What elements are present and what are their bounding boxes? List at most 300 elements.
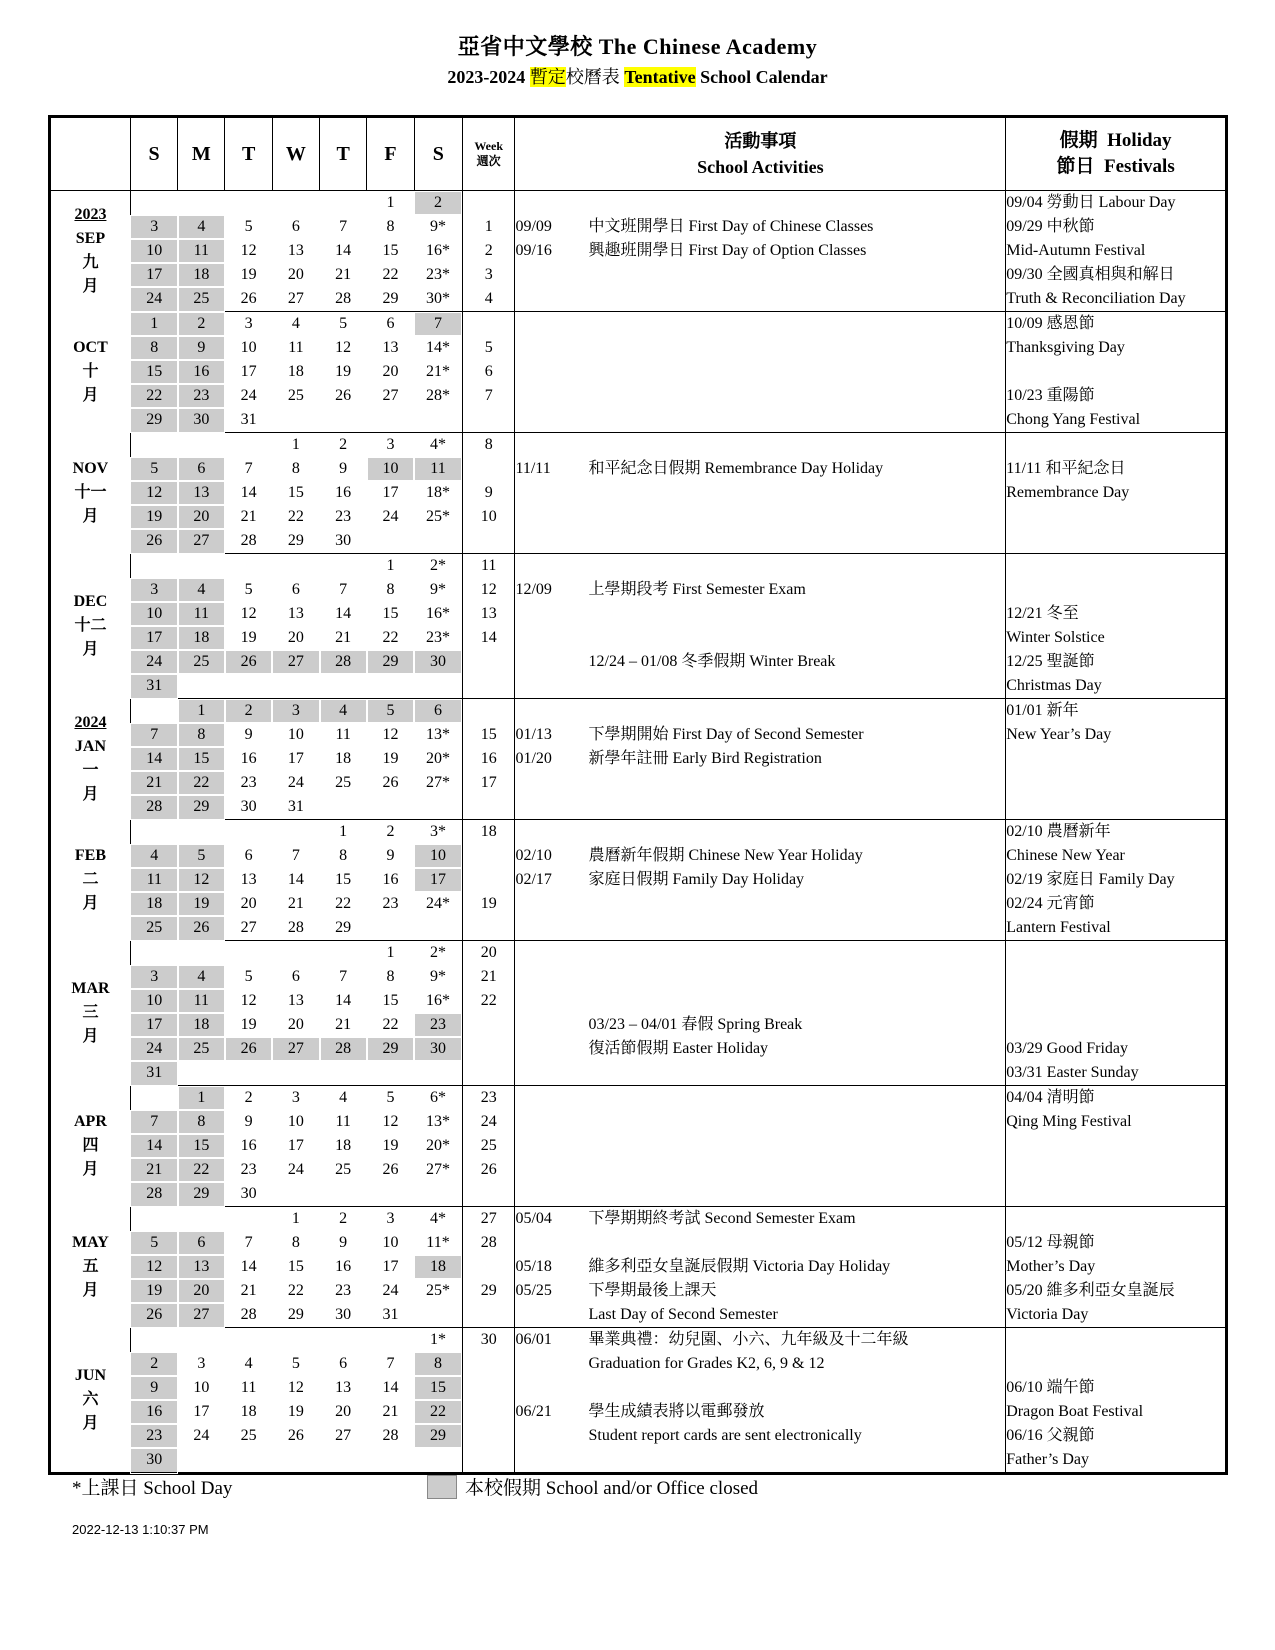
month-zh: 月 — [82, 1161, 99, 1178]
calendar-row — [50, 1134, 1227, 1158]
day-cell: 18 — [287, 363, 304, 380]
day-cell — [272, 941, 319, 966]
day-cell — [178, 433, 225, 458]
activity-date — [515, 650, 589, 674]
calendar-row — [50, 263, 1227, 287]
holiday-text: 05/20 維多利亞女皇誕辰 — [1006, 1282, 1175, 1299]
day-cell: 24 — [193, 1427, 210, 1444]
day-cell: 7 — [339, 968, 348, 985]
day-cell: 17 — [382, 1258, 399, 1275]
day-cell: 7 — [414, 312, 462, 337]
month-label — [50, 554, 131, 699]
day-cell: 24 — [130, 287, 177, 312]
day-cell: 26 — [178, 916, 225, 941]
print-timestamp: 2022-12-13 1:10:37 PM — [72, 1522, 209, 1537]
header-festival-zh: 節日 — [1056, 156, 1095, 177]
day-cell — [130, 191, 177, 216]
day-cell: 15 — [130, 360, 177, 384]
week-number: 24 — [462, 1110, 515, 1134]
day-cell — [225, 554, 272, 579]
month-zh: 月 — [82, 508, 99, 525]
day-cell: 20 — [240, 895, 257, 912]
day-cell: 25 — [240, 1427, 257, 1444]
day-cell — [320, 941, 367, 966]
holiday-text: Father’s Day — [1006, 1448, 1227, 1474]
header-holiday-zh: 假期 — [1059, 130, 1098, 151]
day-cell: 22 — [130, 384, 177, 408]
calendar-table — [48, 115, 1228, 1475]
day-cell: 25* — [414, 505, 462, 529]
day-cell: 7 — [130, 723, 177, 747]
day-cell: 7 — [291, 847, 300, 864]
legend-closed — [427, 1473, 758, 1500]
week-number — [462, 916, 515, 941]
day-cell: 28 — [272, 916, 319, 941]
day-cell: 25 — [130, 916, 177, 941]
calendar-row — [50, 384, 1227, 408]
activity-text — [589, 191, 1006, 216]
day-cell — [320, 795, 367, 820]
day-cell: 24 — [130, 1037, 177, 1061]
month-zh: 十一 — [74, 484, 107, 501]
day-cell — [225, 1207, 272, 1232]
day-cell: 3 — [272, 699, 319, 724]
activity-text — [589, 336, 1006, 360]
day-cell: 14 — [382, 1379, 399, 1396]
calendar-row — [50, 965, 1227, 989]
day-cell — [178, 1061, 225, 1086]
day-cell — [178, 1448, 225, 1474]
day-cell: 31 — [367, 1303, 414, 1328]
holiday-text — [1006, 1207, 1227, 1232]
day-cell: 14 — [335, 605, 352, 622]
calendar-row — [50, 723, 1227, 747]
holiday-text: Victoria Day — [1006, 1303, 1227, 1328]
day-cell — [414, 916, 462, 941]
day-cell: 9 — [386, 847, 395, 864]
day-cell: 31 — [130, 1061, 177, 1086]
day-cell: 12 — [178, 868, 225, 892]
activity-text — [589, 312, 1006, 337]
day-cell: 10 — [287, 726, 304, 743]
day-cell: 26 — [225, 1037, 272, 1061]
activity-text: 中文班開學日 First Day of Chinese Classes — [589, 215, 1006, 239]
calendar-row — [50, 626, 1227, 650]
week-number: 29 — [462, 1279, 515, 1303]
day-cell: 3 — [386, 1210, 395, 1227]
day-cell: 22 — [382, 629, 399, 646]
day-cell: 4 — [339, 1089, 348, 1106]
month-zh: 月 — [82, 895, 99, 912]
week-number: 7 — [462, 384, 515, 408]
week-number — [462, 1303, 515, 1328]
calendar-row — [50, 1182, 1227, 1207]
activity-text: 和平紀念日假期 Remembrance Day Holiday — [589, 457, 1006, 481]
day-cell: 21 — [335, 629, 352, 646]
day-cell: 3 — [291, 1089, 300, 1106]
day-cell: 14 — [130, 747, 177, 771]
calendar-row — [50, 1328, 1227, 1353]
day-cell: 29 — [178, 795, 225, 820]
day-cell: 5 — [367, 699, 414, 724]
month-zh: 二 — [82, 871, 99, 888]
day-cell: 2 — [244, 1089, 253, 1106]
day-cell: 6 — [414, 699, 462, 724]
activity-text — [589, 941, 1006, 966]
day-cell: 13 — [287, 992, 304, 1009]
holiday-text: 09/04 勞動日 Labour Day — [1006, 194, 1176, 211]
day-cell: 24 — [240, 387, 257, 404]
activity-text: 維多利亞女皇誕辰假期 Victoria Day Holiday — [589, 1255, 1006, 1279]
day-cell: 22 — [382, 266, 399, 283]
month-label — [50, 433, 131, 554]
calendar-row — [50, 215, 1227, 239]
day-cell: 28 — [225, 1303, 272, 1328]
day-cell: 9 — [244, 726, 253, 743]
header-week — [462, 117, 515, 191]
activity-text — [589, 529, 1006, 554]
activity-date — [515, 505, 589, 529]
day-cell — [414, 1061, 462, 1086]
day-cell: 3 — [244, 315, 253, 332]
day-cell: 5 — [339, 315, 348, 332]
activity-date — [515, 1352, 589, 1376]
day-cell: 11 — [130, 868, 177, 892]
calendar-row — [50, 1255, 1227, 1279]
day-cell: 19 — [130, 505, 177, 529]
day-cell — [225, 191, 272, 216]
day-cell: 10 — [193, 1379, 210, 1396]
day-cell: 18 — [414, 1255, 462, 1279]
day-cell: 29 — [272, 1303, 319, 1328]
activity-text — [589, 1231, 1006, 1255]
holiday-text — [1006, 1013, 1227, 1037]
activity-date — [515, 699, 589, 724]
day-cell: 18 — [240, 1403, 257, 1420]
activity-date — [515, 1158, 589, 1182]
day-cell: 25 — [335, 1161, 352, 1178]
holiday-text: 02/24 元宵節 — [1006, 895, 1095, 912]
day-cell: 1 — [386, 944, 395, 961]
day-cell — [320, 1448, 367, 1474]
day-cell: 8 — [386, 581, 395, 598]
day-cell — [225, 820, 272, 845]
day-cell: 30 — [414, 650, 462, 674]
holiday-text — [1006, 941, 1227, 966]
day-cell — [225, 674, 272, 699]
activity-text: 下學期最後上課天 — [589, 1279, 1006, 1303]
day-cell: 1 — [386, 194, 395, 211]
holiday-text — [1006, 554, 1227, 579]
holiday-text: 04/04 清明節 — [1006, 1089, 1095, 1106]
day-cell — [367, 1328, 414, 1353]
activity-text — [589, 554, 1006, 579]
activity-text — [589, 699, 1006, 724]
activity-date — [515, 1110, 589, 1134]
holiday-text: Dragon Boat Festival — [1006, 1403, 1144, 1420]
activity-date: 11/11 — [515, 460, 551, 477]
holiday-text: Mother’s Day — [1006, 1258, 1096, 1275]
day-cell: 1 — [178, 1086, 225, 1111]
week-number — [462, 191, 515, 216]
day-cell: 21 — [130, 1158, 177, 1182]
day-cell: 5 — [130, 457, 177, 481]
day-cell: 1 — [386, 557, 395, 574]
activity-text: 下學期開始 First Day of Second Semester — [589, 723, 1006, 747]
day-cell: 22 — [382, 1016, 399, 1033]
activity-date — [515, 602, 589, 626]
subtitle-tentative-en: Tentative — [624, 67, 696, 87]
day-cell: 9 — [339, 1234, 348, 1251]
day-cell: 17 — [240, 363, 257, 380]
week-number — [462, 674, 515, 699]
day-cell: 13 — [382, 339, 399, 356]
day-cell — [130, 554, 177, 579]
month-zh: 九 — [82, 254, 99, 272]
day-cell: 27 — [178, 529, 225, 554]
header-week-zh: 週次 — [476, 154, 501, 168]
activity-text — [589, 892, 1006, 916]
calendar-row — [50, 239, 1227, 263]
day-cell: 1* — [414, 1328, 462, 1353]
week-number — [462, 1037, 515, 1061]
day-cell: 26 — [225, 650, 272, 674]
day-cell — [178, 191, 225, 216]
day-cell: 9 — [339, 460, 348, 477]
day-cell: 3* — [414, 820, 462, 845]
day-cell: 2* — [414, 941, 462, 966]
day-cell: 17 — [130, 263, 177, 287]
day-cell: 20 — [335, 1403, 352, 1420]
activity-text — [589, 602, 1006, 626]
day-cell: 8 — [414, 1352, 462, 1376]
day-cell: 14 — [130, 1134, 177, 1158]
activity-date — [515, 263, 589, 287]
day-cell — [272, 191, 319, 216]
calendar-row — [50, 771, 1227, 795]
activity-date: 09/09 — [515, 218, 552, 235]
subtitle-calendar-zh: 校曆表 — [565, 67, 625, 87]
calendar-row — [50, 1279, 1227, 1303]
day-cell: 20 — [287, 629, 304, 646]
week-number — [462, 868, 515, 892]
day-cell — [178, 554, 225, 579]
day-cell: 7 — [244, 460, 253, 477]
calendar-row — [50, 868, 1227, 892]
week-number: 17 — [462, 771, 515, 795]
calendar-row — [50, 191, 1227, 216]
legend-school-day: *上課日 School Day — [72, 1478, 233, 1499]
activity-date: 05/04 — [515, 1210, 552, 1227]
day-cell: 28 — [130, 795, 177, 820]
day-cell: 19 — [240, 266, 257, 283]
day-cell: 2 — [178, 312, 225, 337]
day-cell: 19 — [335, 363, 352, 380]
day-cell — [130, 1207, 177, 1232]
day-cell — [130, 699, 177, 724]
activity-text — [589, 505, 1006, 529]
day-cell: 30 — [225, 1182, 272, 1207]
header-day: F — [367, 117, 414, 191]
day-cell: 27 — [335, 1427, 352, 1444]
day-cell: 29 — [130, 408, 177, 433]
day-cell: 12 — [382, 726, 399, 743]
day-cell: 4 — [178, 578, 225, 602]
activity-text: Graduation for Grades K2, 6, 9 & 12 — [589, 1352, 1006, 1376]
day-cell: 6 — [386, 315, 395, 332]
activity-date — [515, 1013, 589, 1037]
calendar-row — [50, 1231, 1227, 1255]
day-cell: 11 — [240, 1379, 257, 1396]
holiday-text — [1006, 578, 1227, 602]
header-activities-zh: 活動事項 — [724, 131, 797, 151]
week-number — [462, 1182, 515, 1207]
holiday-text: 05/12 母親節 — [1006, 1234, 1095, 1251]
activity-text — [589, 820, 1006, 845]
day-cell: 28 — [382, 1427, 399, 1444]
day-cell — [320, 408, 367, 433]
month-abbr: OCT — [73, 339, 108, 356]
day-cell: 10 — [382, 1234, 399, 1251]
activity-text: 畢業典禮：幼兒園、小六、九年級及十二年級 — [589, 1328, 1006, 1353]
activity-text — [589, 263, 1006, 287]
month-abbr: SEP — [75, 230, 106, 248]
holiday-text — [1006, 989, 1227, 1013]
day-cell: 22 — [287, 1282, 304, 1299]
month-zh: 月 — [82, 278, 99, 296]
day-cell: 4 — [244, 1355, 253, 1372]
activity-text: 家庭日假期 Family Day Holiday — [589, 868, 1006, 892]
day-cell: 11 — [178, 989, 225, 1013]
day-cell: 11 — [178, 602, 225, 626]
activity-text — [589, 771, 1006, 795]
day-cell: 18 — [178, 263, 225, 287]
week-number: 26 — [462, 1158, 515, 1182]
holiday-text — [1006, 965, 1227, 989]
day-cell — [367, 916, 414, 941]
activity-date: 09/16 — [515, 242, 552, 259]
activity-date — [515, 916, 589, 941]
calendar-row — [50, 336, 1227, 360]
day-cell: 30* — [414, 287, 462, 312]
day-cell: 4 — [291, 315, 300, 332]
activity-date — [515, 384, 589, 408]
day-cell: 27 — [382, 387, 399, 404]
day-cell: 6 — [178, 1231, 225, 1255]
day-cell: 17 — [130, 626, 177, 650]
day-cell: 20 — [178, 505, 225, 529]
day-cell: 18 — [178, 626, 225, 650]
activity-date: 12/09 — [515, 581, 552, 598]
activity-text — [589, 360, 1006, 384]
day-cell: 4* — [414, 1207, 462, 1232]
day-cell: 21 — [335, 266, 352, 283]
day-cell: 17 — [130, 1013, 177, 1037]
day-cell — [367, 408, 414, 433]
day-cell: 17 — [414, 868, 462, 892]
day-cell: 13* — [414, 723, 462, 747]
holiday-text — [1006, 771, 1227, 795]
week-number: 12 — [462, 578, 515, 602]
week-number — [462, 699, 515, 724]
calendar-row — [50, 1110, 1227, 1134]
holiday-text: Winter Solstice — [1006, 629, 1105, 646]
header-week-en: Week — [474, 139, 504, 153]
week-number: 23 — [462, 1086, 515, 1111]
day-cell: 12 — [335, 339, 352, 356]
calendar-row — [50, 916, 1227, 941]
activity-text — [589, 795, 1006, 820]
header-holidays — [1006, 117, 1227, 191]
activity-text — [589, 1134, 1006, 1158]
activity-text: 下學期期終考試 Second Semester Exam — [589, 1207, 1006, 1232]
day-cell: 8 — [291, 460, 300, 477]
day-cell: 16 — [178, 360, 225, 384]
day-cell: 26 — [287, 1427, 304, 1444]
week-number — [462, 1255, 515, 1279]
day-cell: 8 — [386, 968, 395, 985]
day-cell: 10 — [414, 844, 462, 868]
day-cell — [225, 1328, 272, 1353]
activity-date — [515, 312, 589, 337]
calendar-row — [50, 699, 1227, 724]
day-cell: 11* — [414, 1231, 462, 1255]
week-number — [462, 1352, 515, 1376]
day-cell: 14 — [335, 242, 352, 259]
calendar-row — [50, 554, 1227, 579]
activity-date — [515, 771, 589, 795]
day-cell: 28* — [414, 384, 462, 408]
day-cell: 8 — [178, 723, 225, 747]
activity-date — [515, 529, 589, 554]
activity-date — [515, 1303, 589, 1328]
holiday-text: Remembrance Day — [1006, 484, 1130, 501]
subtitle-calendar-en: School Calendar — [695, 67, 828, 87]
day-cell: 19 — [130, 1279, 177, 1303]
day-cell: 6 — [244, 847, 253, 864]
month-zh: 月 — [82, 1414, 99, 1432]
holiday-text — [1006, 529, 1227, 554]
day-cell: 8 — [291, 1234, 300, 1251]
day-cell — [225, 433, 272, 458]
calendar-row — [50, 602, 1227, 626]
day-cell: 21 — [240, 508, 257, 525]
day-cell: 13 — [178, 1255, 225, 1279]
day-cell — [414, 795, 462, 820]
calendar-row — [50, 433, 1227, 458]
month-zh: 四 — [82, 1137, 99, 1154]
month-zh: 三 — [82, 1004, 99, 1021]
activity-date — [515, 820, 589, 845]
day-cell: 22 — [178, 771, 225, 795]
day-cell: 30 — [178, 408, 225, 433]
week-number — [462, 1013, 515, 1037]
header-day: S — [130, 117, 177, 191]
activity-date — [515, 1448, 589, 1474]
page-subtitle — [0, 63, 1275, 89]
month-label — [50, 191, 131, 312]
week-number: 2 — [462, 239, 515, 263]
day-cell — [367, 674, 414, 699]
activity-date — [515, 1231, 589, 1255]
table-header-row — [50, 117, 1227, 191]
legend-gray-swatch — [427, 1475, 457, 1499]
day-cell: 5 — [386, 1089, 395, 1106]
day-cell: 20* — [414, 1134, 462, 1158]
activity-date — [515, 941, 589, 966]
day-cell — [130, 820, 177, 845]
day-cell — [367, 1448, 414, 1474]
